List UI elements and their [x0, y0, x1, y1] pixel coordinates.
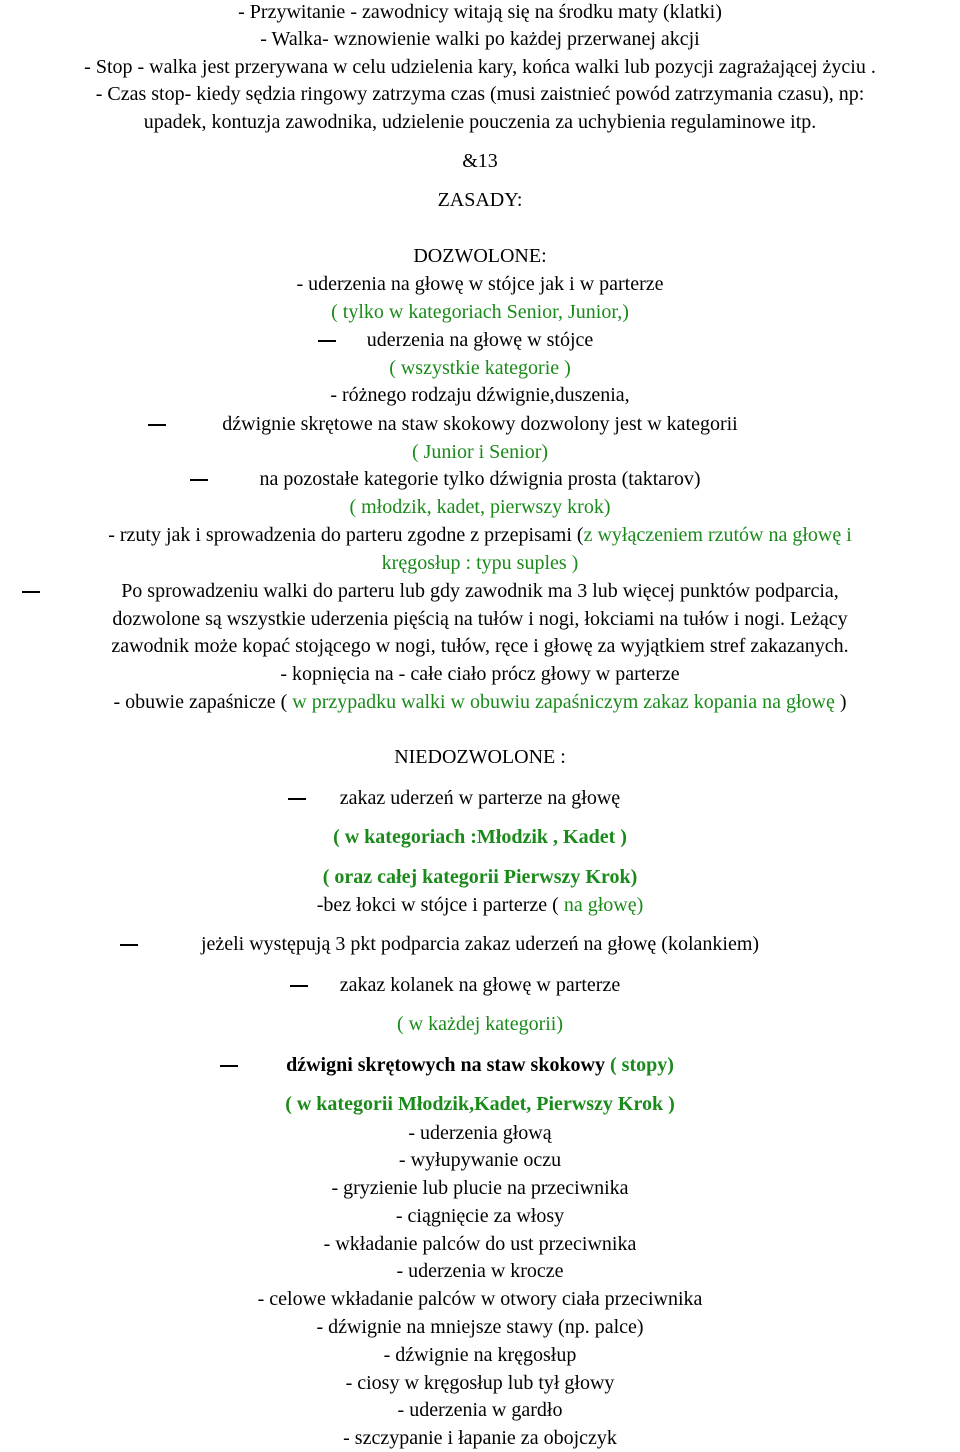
allowed-line: dozwolone są wszystkie uderzenia pięścią na tułów i nogi, łokciami na tułów i nogi. Leżący: [112, 608, 848, 630]
forbidden-list-item: - uderzenia głową: [408, 1122, 552, 1144]
forbidden-list-item: - celowe wkładanie palców w otwory ciała przeciwnika: [257, 1288, 703, 1310]
forbidden-list-item: - ciągnięcie za włosy: [395, 1205, 565, 1227]
forbidden-line: ( oraz całej kategorii Pierwszy Krok): [322, 866, 638, 888]
intro-line-4: - Czas stop- kiedy sędzia ringowy zatrzyma czas (musi zaistnieć powód zatrzymania czasu), np:: [95, 83, 865, 105]
forbidden-list-item: - szczypanie i łapanie za obojczyk: [343, 1427, 617, 1449]
forbidden-line: -bez łokci w stójce i parterze ( na głowę): [316, 894, 644, 916]
allowed-line: ( młodzik, kadet, pierwszy krok): [349, 496, 611, 518]
forbidden-line: zakaz kolanek na głowę w parterze: [339, 974, 621, 996]
intro-line-3: - Stop - walka jest przerywana w celu udzielenia kary, końca walki lub pozycji zagrażającej życiu .: [84, 56, 876, 78]
allowed-line: ( Junior i Senior): [411, 441, 549, 463]
forbidden-list-item: - dźwignie na kręgosłup: [383, 1344, 577, 1366]
forbidden-line: ( w kategoriach :Młodzik , Kadet ): [333, 826, 627, 848]
allowed-line: - obuwie zapaśnicze ( w przypadku walki w obuwiu zapaśniczym zakaz kopania na głowę ): [113, 691, 847, 713]
allowed-line: na pozostałe kategorie tylko dźwignia prosta (taktarov): [259, 468, 701, 490]
forbidden-list-item: - wkładanie palców do ust przeciwnika: [323, 1233, 637, 1255]
forbidden-line: ( w kategorii Młodzik,Kadet, Pierwszy Krok ): [285, 1093, 675, 1115]
intro-line-1: - Przywitanie - zawodnicy witają się na środku maty (klatki): [238, 1, 722, 23]
allowed-line: uderzenia na głowę w stójce: [366, 329, 594, 351]
allowed-line: kręgosłup : typu suples ): [381, 552, 579, 574]
section-title: ZASADY:: [437, 189, 523, 211]
allowed-line: dźwignie skrętowe na staw skokowy dozwolony jest w kategorii: [222, 413, 738, 435]
forbidden-list-item: - ciosy w kręgosłup lub tył głowy: [345, 1372, 615, 1394]
allowed-line: ( wszystkie kategorie ): [389, 357, 571, 379]
allowed-line: - uderzenia na głowę w stójce jak i w parterze: [296, 273, 664, 295]
forbidden-heading: NIEDOZWOLONE :: [394, 746, 566, 768]
forbidden-list-item: - uderzenia w gardło: [397, 1399, 563, 1421]
forbidden-line: jeżeli występują 3 pkt podparcia zakaz uderzeń na głowę (kolankiem): [200, 933, 760, 955]
allowed-line: zawodnik może kopać stojącego w nogi, tułów, ręce i głowę za wyjątkiem stref zakazanych.: [111, 635, 849, 657]
allowed-line: Po sprowadzeniu walki do parteru lub gdy zawodnik ma 3 lub więcej punktów podparcia,: [121, 580, 839, 602]
intro-line-2: - Walka- wznowienie walki po każdej przerwanej akcji: [260, 28, 700, 50]
intro-line-5: upadek, kontuzja zawodnika, udzielenie pouczenia za uchybienia regulaminowe itp.: [143, 111, 817, 133]
section-number: &13: [462, 150, 498, 172]
forbidden-list-item: - dźwignie na mniejsze stawy (np. palce): [316, 1316, 644, 1338]
forbidden-line: ( w każdej kategorii): [396, 1013, 564, 1035]
forbidden-list-item: - gryzienie lub plucie na przeciwnika: [331, 1177, 629, 1199]
forbidden-list-item: - uderzenia w krocze: [396, 1260, 564, 1282]
forbidden-line: zakaz uderzeń w parterze na głowę: [339, 787, 621, 809]
allowed-line: - różnego rodzaju dźwignie,duszenia,: [330, 384, 630, 406]
allowed-line: - kopnięcia na - całe ciało prócz głowy w parterze: [280, 663, 680, 685]
forbidden-list-item: - wyłupywanie oczu: [398, 1149, 562, 1171]
allowed-line: - rzuty jak i sprowadzenia do parteru zgodne z przepisami (z wyłączeniem rzutów na głowę i: [108, 524, 852, 546]
forbidden-line: dźwigni skrętowych na staw skokowy ( stopy): [286, 1054, 674, 1076]
allowed-line: ( tylko w kategoriach Senior, Junior,): [331, 301, 629, 323]
allowed-heading: DOZWOLONE:: [413, 245, 547, 267]
